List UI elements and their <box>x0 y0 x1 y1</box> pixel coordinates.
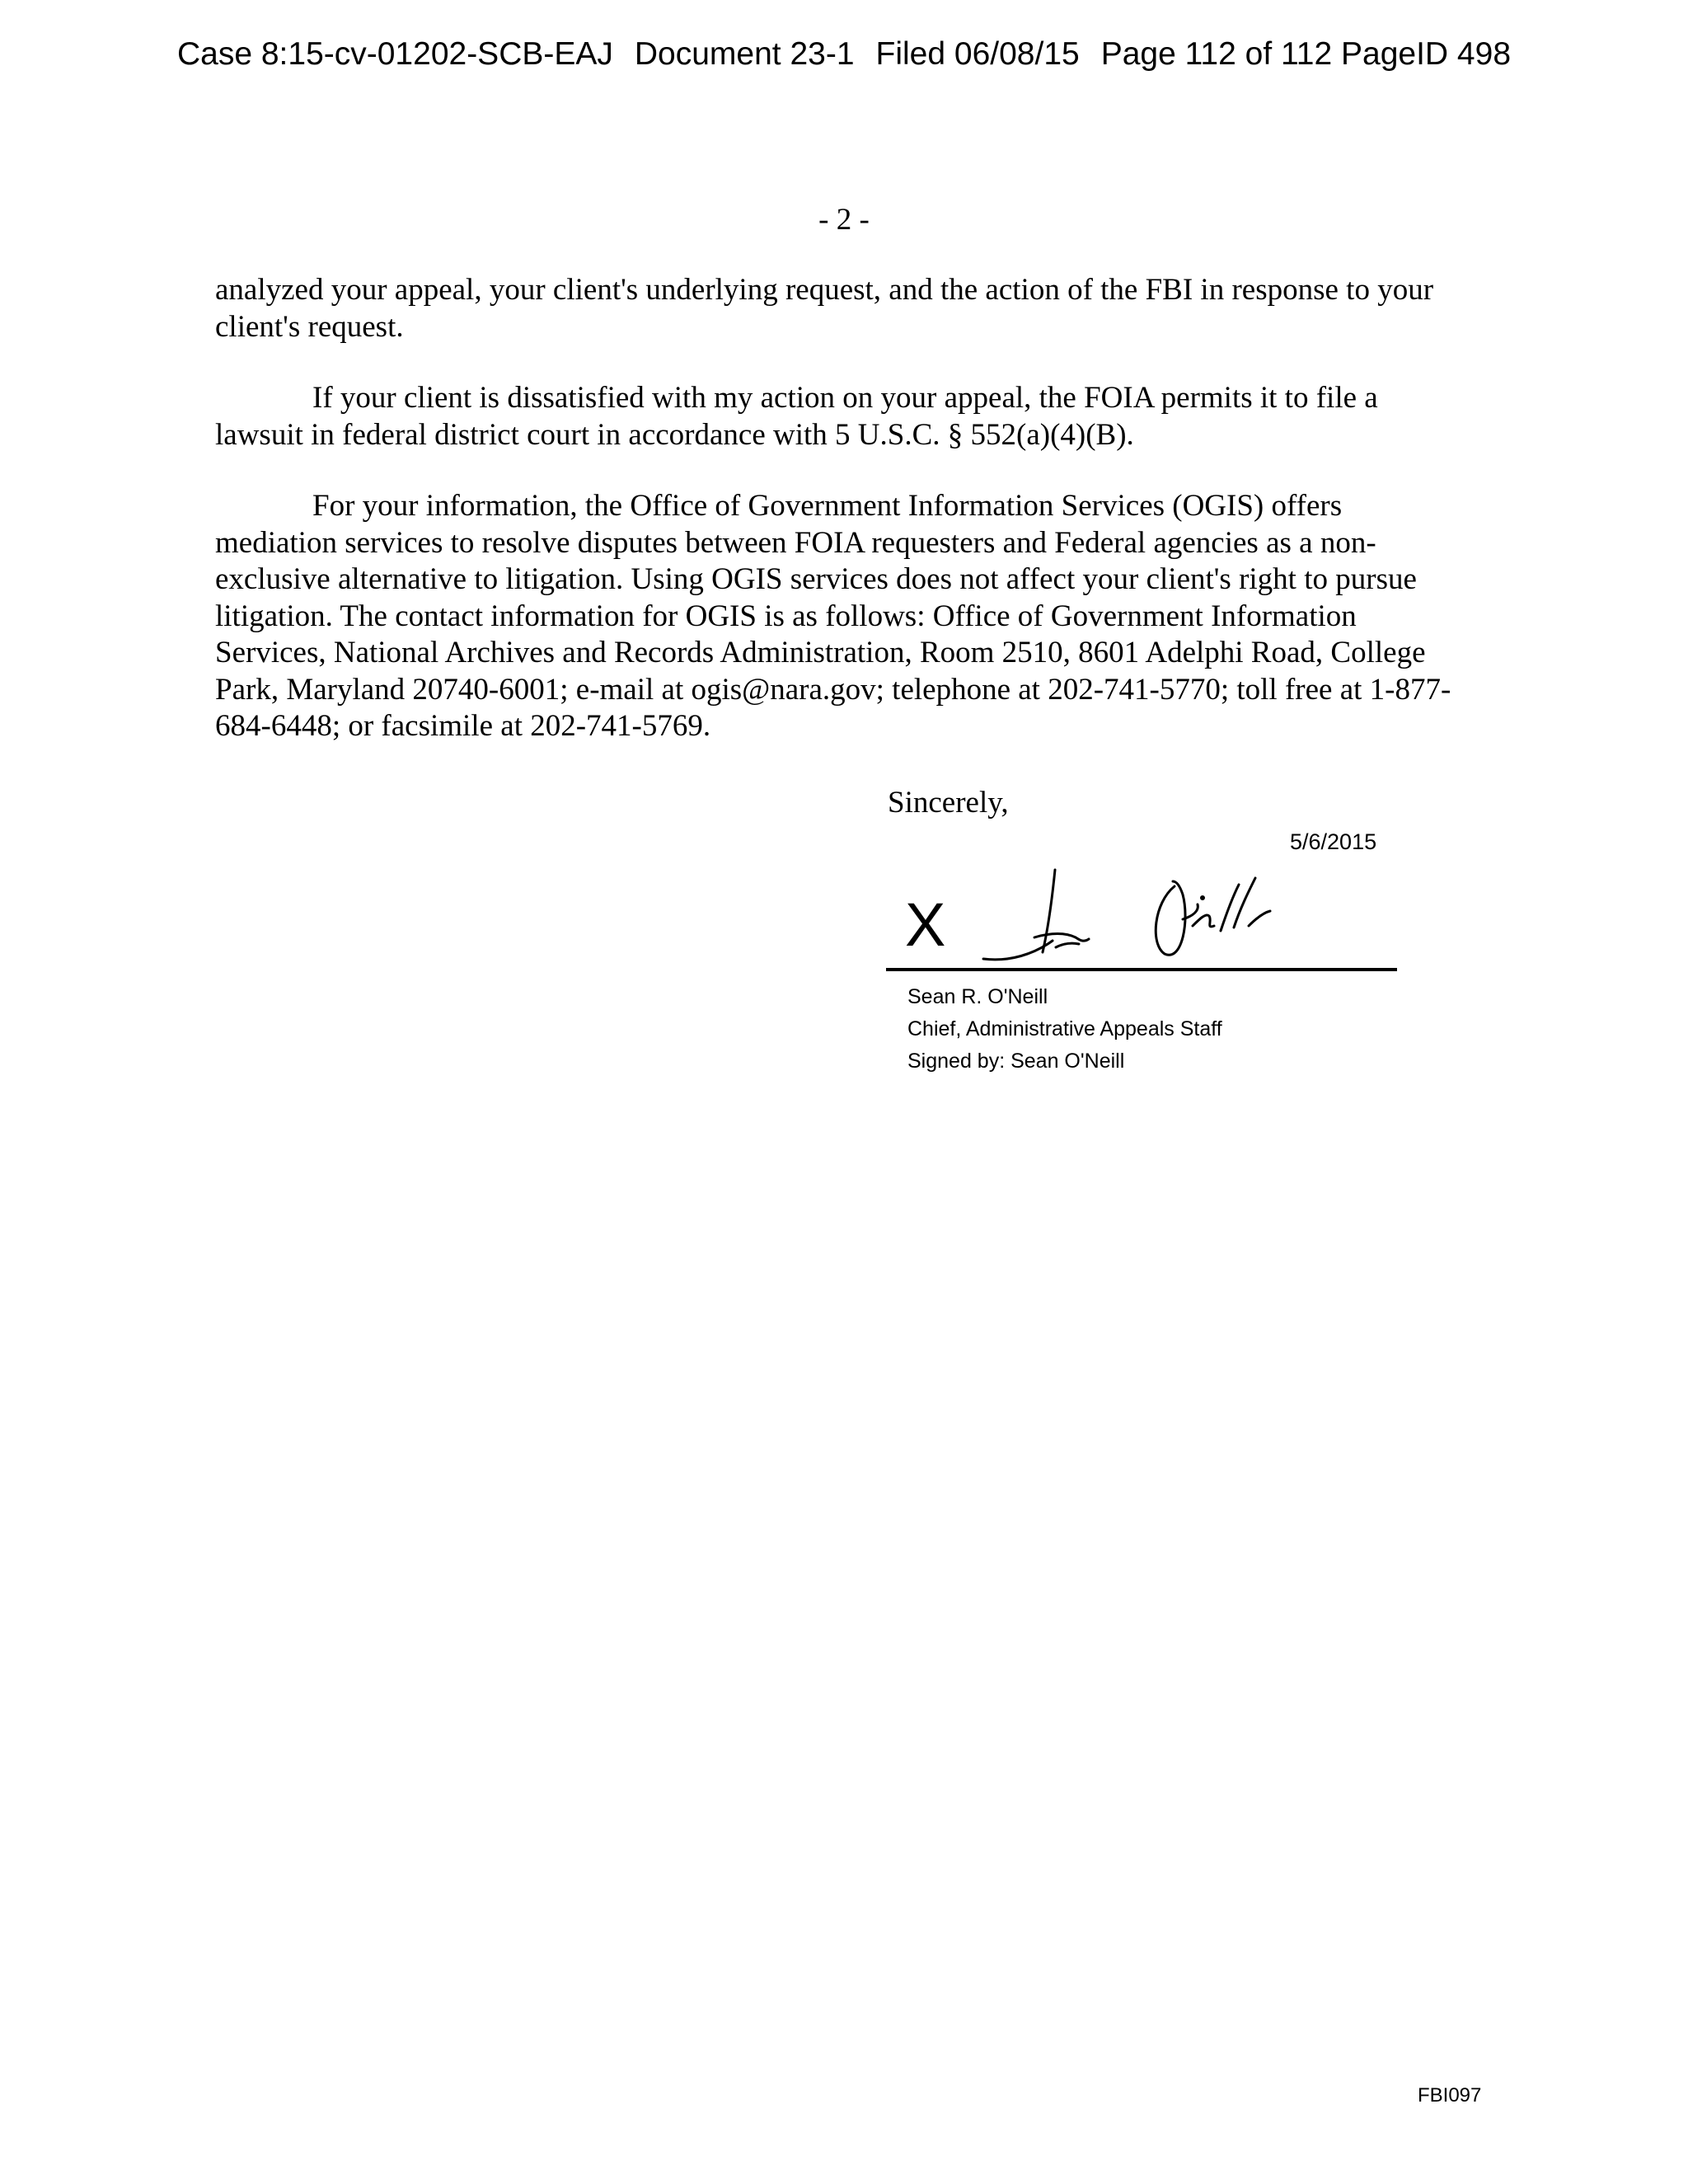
case-header <box>0 35 1688 74</box>
paragraph-continued: analyzed your appeal, your client's underlying request, and the action of the FBI in response to your client's request. <box>215 273 1434 344</box>
page-info: Page 112 of 112 PageID 498 <box>1100 36 1512 72</box>
closing-salutation: Sincerely, <box>888 786 1009 820</box>
signer-name: Sean R. O'Neill <box>907 985 1048 1008</box>
signature-block <box>907 981 1222 1078</box>
signed-by: Signed by: Sean O'Neill <box>907 1050 1125 1073</box>
paragraph-lawsuit: If your client is dissatisfied with my action on your appeal, the FOIA permits it to file a lawsuit in federal district court in accordance with 5 U.S.C. § 552(a)(4)(B). <box>215 381 1378 452</box>
signer-title: Chief, Administrative Appeals Staff <box>907 1017 1222 1040</box>
signature-x-mark: X <box>905 890 946 959</box>
letter-body <box>215 272 1468 780</box>
filed-date: Filed 06/08/15 <box>875 36 1080 72</box>
page-number: - 2 - <box>818 203 870 237</box>
document-number: Document 23-1 <box>634 36 855 72</box>
case-number: Case 8:15-cv-01202-SCB-EAJ <box>176 36 613 72</box>
paragraph-ogis: For your information, the Office of Government Information Services (OGIS) offers mediation services to resolve disputes between FOIA requesters and Federal agencies as a non-exclusive alternative to litigation. Using OGIS services does not affect your client's right to pursue litigation. The contact information for OGIS is as follows: Office of Government Information Services, National Archives and Records Administration, Room 2510, 8601 Adelphi Road, College Park, Maryland 20740-6001; e-mail at ogis@nara.gov; telephone at 202-741-5770; toll free at 1-877-684-6448; or facsimile at 202-741-5769. <box>215 489 1451 743</box>
bates-number: FBI097 <box>1418 2084 1482 2107</box>
handwritten-signature <box>977 862 1290 969</box>
signature-line <box>886 968 1397 971</box>
signature-date: 5/6/2015 <box>1290 829 1377 854</box>
